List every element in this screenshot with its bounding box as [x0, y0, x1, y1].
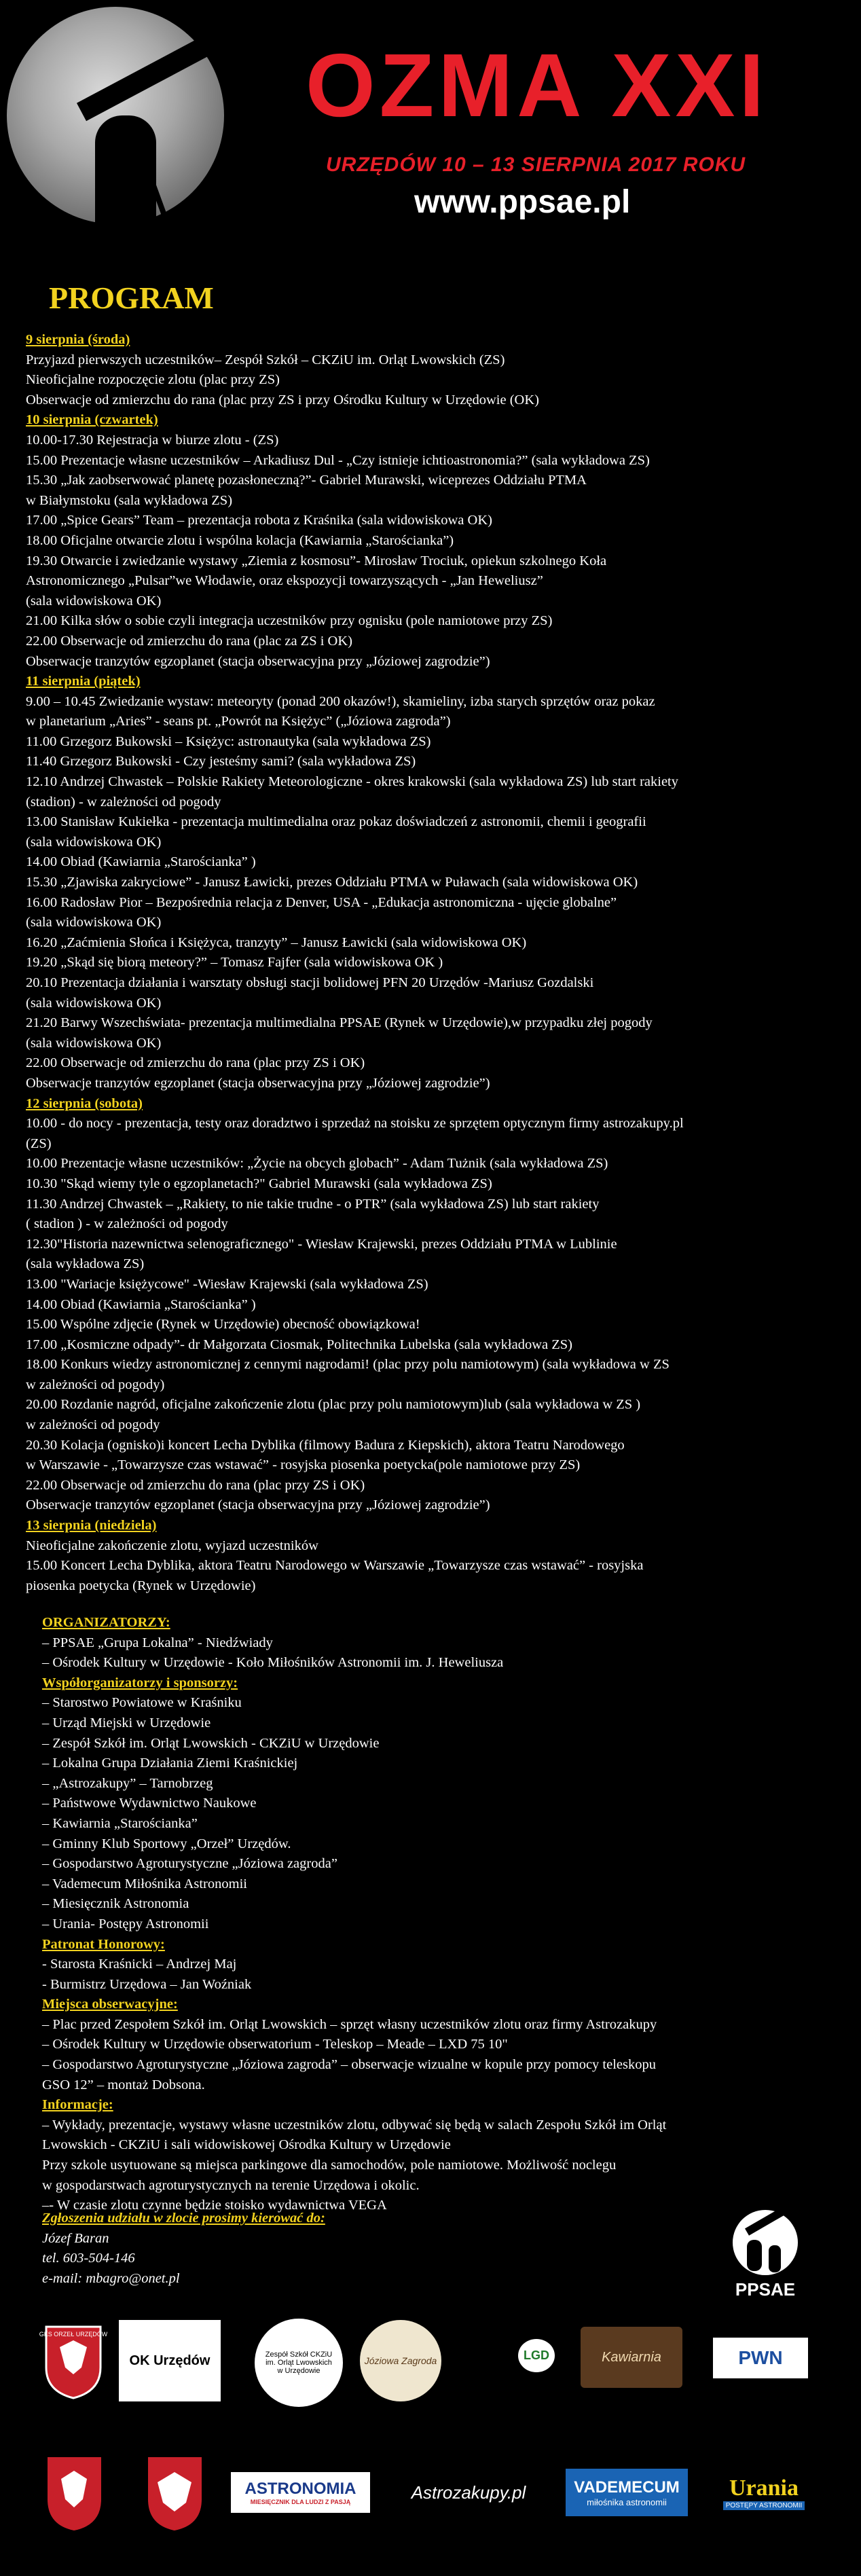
schedule-line: 15.30 „Zjawiska zakryciowe” - Janusz Ławicki, prezes Oddziału PTMA w Puławach (sala widowiskowa OK) [26, 875, 638, 890]
co-organizer-item: – Gospodarstwo Agroturystyczne „Józiowa zagroda” [42, 1856, 337, 1872]
schedule-line: 20.10 Prezentacja działania i warsztaty obsługi stacji bolidowej PFN 20 Urzędów -Mariusz Gozdalski [26, 975, 594, 990]
observation-places-heading: Miejsca obserwacyjne: [42, 1997, 178, 2012]
urania-logo-subtitle: POSTĘPY ASTRONOMII [723, 2501, 805, 2510]
schedule-line: 10.00 - do nocy - prezentacja, testy oraz doradztwo i sprzedaż na stoisku ze sprzętem optycznym firmy astrozakupy.pl [26, 1116, 684, 1131]
joziowa-zagroda-logo-text: Józiowa Zagroda [364, 2355, 437, 2366]
schedule-line: (sala widowiskowa OK) [26, 915, 162, 930]
schedule-line: (stadion) - w zależności od pogody [26, 794, 221, 810]
schedule-line: 14.00 Obiad (Kawiarnia „Starościanka” ) [26, 854, 256, 870]
schedule-line: (ZS) [26, 1136, 52, 1151]
schedule-line: 21.20 Barwy Wszechświata- prezentacja multimedialna PPSAE (Rynek w Urzędowie),w przypadku złej pogody [26, 1015, 653, 1031]
schedule-line: 15.00 Koncert Lecha Dyblika, aktora Teatru Narodowego w Warszawie „Towarzysze czas wstawać” - rosyjska [26, 1558, 644, 1574]
patronage-heading: Patronat Honorowy: [42, 1936, 165, 1952]
co-organizer-item: – Urania- Postępy Astronomii [42, 1916, 209, 1931]
co-organizer-item: – „Astrozakupy” – Tarnobrzeg [42, 1775, 213, 1791]
schedule-line: w Białymstoku (sala wykładowa ZS) [26, 492, 233, 508]
co-organizer-item: – Kawiarnia „Starościanka” [42, 1815, 198, 1831]
schedule-line: 19.20 „Skąd się biorą meteory?” – Tomasz Fajfer (sala widowiskowa OK ) [26, 955, 443, 970]
information-item: –- W czasie zlotu czynne będzie stoisko wydawnictwa VEGA [42, 2198, 387, 2213]
schedule-line: 10.00-17.30 Rejestracja w biurze zlotu - (ZS) [26, 432, 279, 448]
poster-header [0, 0, 861, 244]
schedule-line: w Warszawie - „Towarzysze czas wstawać” - rosyjska piosenka poetycka(pole namiotowe przy ZS) [26, 1457, 581, 1473]
co-organizers-heading: Współorganizatorzy i sponsorzy: [42, 1675, 238, 1690]
day-heading: 11 sierpnia (piątek) [26, 674, 141, 689]
co-organizer-item: – Miesięcznik Astronomia [42, 1896, 189, 1912]
vademecum-logo-text: VADEMECUM [574, 2478, 680, 2497]
information-item: w gospodarstwach agroturystycznych na terenie Urzędowa i okolic. [42, 2177, 420, 2193]
contact-email[interactable]: e-mail: mbagro@onet.pl [42, 2270, 180, 2286]
observation-place-item: – Plac przed Zespołem Szkół im. Orląt Lwowskich – sprzęt własny uczestników zlotu oraz firmy Astrozakupy [42, 2016, 657, 2032]
zs-ckziu-logo [255, 2319, 343, 2407]
schedule-line: Obserwacje tranzytów egzoplanet (stacja obserwacyjna przy „Józiowej zagrodzie”) [26, 653, 490, 669]
schedule-line: 11.40 Grzegorz Bukowski - Czy jesteśmy sami? (sala wykładowa ZS) [26, 754, 416, 769]
ppsae-logo-text: PPSAE [735, 2279, 796, 2300]
organizers-section [42, 1613, 843, 2216]
schedule-line: ( stadion ) - w zależności od pogody [26, 1216, 228, 1232]
pwn-logo [713, 2338, 808, 2378]
ppsae-logo [721, 2207, 809, 2302]
patron-item: - Starosta Kraśnicki – Andrzej Maj [42, 1957, 237, 1972]
day-heading: 13 sierpnia (niedziela) [26, 1518, 157, 1534]
schedule-line: 11.30 Andrzej Chwastek – „Rakiety, to nie takie trudne - o PTR” (sala wykładowa ZS) lub start rakiety [26, 1196, 600, 1212]
schedule-line: (sala widowiskowa OK) [26, 593, 162, 609]
schedule-line: 9.00 – 10.45 Zwiedzanie wystaw: meteoryty (ponad 200 okazów!), skamieliny, izba starych sprzętów oraz pokaz [26, 693, 655, 709]
schedule-line: 16.20 „Zaćmienia Słońca i Księżyca, tranzyty” – Janusz Ławicki (sala widowiskowa OK) [26, 935, 527, 950]
organizer-item: – PPSAE „Grupa Lokalna” - Niedźwiady [42, 1635, 273, 1650]
schedule-line: 22.00 Obserwacje od zmierzchu do rana (plac przy ZS i OK) [26, 1055, 365, 1071]
co-organizer-item: – Gminny Klub Sportowy „Orzeł” Urzędów. [42, 1836, 291, 1851]
schedule-line: 12.10 Andrzej Chwastek – Polskie Rakiety Meteorologiczne - okres krakowski (sala wykładowa ZS) lub start rakiety [26, 774, 678, 790]
information-item: Lwowskich - CKZiU i sali widowiskowej Ośrodka Kultury w Urzędowie [42, 2137, 451, 2153]
astronomia-logo-subtitle: MIESIĘCZNIK DLA LUDZI Z PASJĄ [250, 2499, 351, 2505]
zs-ckziu-logo-text: Zespół Szkół CKZiU im. Orląt Lwowskich w Urzędowie [265, 2351, 333, 2375]
krasnik-coat-of-arms-logo [42, 2452, 107, 2533]
schedule-line: Obserwacje tranzytów egzoplanet (stacja obserwacyjna przy „Józiowej zagrodzie”) [26, 1498, 490, 1513]
event-dates: URZĘDÓW 10 – 13 SIERPNIA 2017 ROKU [326, 153, 746, 176]
schedule-line: 19.30 Otwarcie i zwiedzanie wystawy „Ziemia z kosmosu”- Mirosław Trociuk, opiekun szkolnego Koła [26, 553, 607, 568]
schedule-line: 22.00 Obserwacje od zmierzchu do rana (plac przy ZS i OK) [26, 1477, 365, 1493]
lgd-logo [513, 2321, 560, 2389]
co-organizer-item: – Lokalna Grupa Działania Ziemi Kraśnickiej [42, 1756, 298, 1771]
co-organizer-item: – Urząd Miejski w Urzędowie [42, 1715, 211, 1730]
schedule-line: 13.00 "Wariacje księżycowe" -Wiesław Krajewski (sala wykładowa ZS) [26, 1276, 428, 1292]
schedule-line: 18.00 Konkurs wiedzy astronomicznej z cennymi nagrodami! (plac przy polu namiotowym) (sala wykładowa w ZS [26, 1357, 670, 1373]
vademecum-logo [566, 2469, 688, 2516]
urania-logo-text: Urania [729, 2475, 799, 2501]
schedule-line: 17.00 „Kosmiczne odpady”- dr Małgorzata Ciosmak, Politechnika Lubelska (sala wykładowa ZS) [26, 1337, 572, 1352]
schedule-line: 12.30"Historia nazewnictwa selenograficznego" - Wiesław Krajewski, prezes Oddziału PTMA w Lublinie [26, 1236, 617, 1252]
schedule-line: Nieoficjalne rozpoczęcie zlotu (plac przy ZS) [26, 372, 280, 388]
schedule-line: (sala widowiskowa OK) [26, 834, 162, 850]
schedule-line: (sala wykładowa ZS) [26, 1256, 145, 1272]
co-organizer-item: – Starostwo Powiatowe w Kraśniku [42, 1695, 242, 1711]
schedule-line: 21.00 Kilka słów o sobie czyli integracja uczestników przy ognisku (pole namiotowe przy ZS) [26, 613, 553, 629]
schedule-line: 16.00 Radosław Pior – Bezpośrednia relacja z Denver, USA - „Edukacja astronomiczna - ujęcie globalne” [26, 894, 617, 910]
observation-place-item: GSO 12” – montaż Dobsona. [42, 2077, 205, 2092]
schedule-line: 10.30 "Skąd wiemy tyle o egzoplanetach?" Gabriel Murawski (sala wykładowa ZS) [26, 1176, 492, 1191]
patron-item: - Burmistrz Urzędowa – Jan Woźniak [42, 1976, 252, 1992]
schedule-line: piosenka poetycka (Rynek w Urzędowie) [26, 1578, 256, 1593]
schedule-line: 10.00 Prezentacje własne uczestników: „Życie na obcych globach” - Adam Tużnik (sala wykładowa ZS) [26, 1156, 608, 1172]
vademecum-logo-subtitle: miłośnika astronomii [587, 2497, 667, 2507]
schedule-line: w planetarium „Aries” - seans pt. „Powrót na Księżyc” („Józiowa zagroda”) [26, 714, 451, 729]
kawiarnia-logo [581, 2327, 682, 2388]
schedule-line: 15.00 Wspólne zdjęcie (Rynek w Urzędowie) obecność obowiązkowa! [26, 1317, 420, 1332]
schedule-line: Obserwacje tranzytów egzoplanet (stacja obserwacyjna przy „Józiowej zagrodzie”) [26, 1075, 490, 1091]
program-title: PROGRAM [49, 280, 214, 315]
schedule-line: w zależności od pogody) [26, 1377, 165, 1392]
schedule-line: Nieoficjalne zakończenie zlotu, wyjazd uczestników [26, 1538, 318, 1553]
joziowa-zagroda-logo [360, 2320, 441, 2401]
schedule-line: 14.00 Obiad (Kawiarnia „Starościanka” ) [26, 1296, 256, 1312]
information-item: – Wykłady, prezentacje, wystawy własne uczestników zlotu, odbywać się będą w salach Zespołu Szkół im Orląt [42, 2117, 667, 2133]
organizers-heading: ORGANIZATORZY: [42, 1615, 170, 1630]
ok-urzedow-logo [119, 2320, 221, 2401]
astronomia-logo [231, 2472, 370, 2513]
contact-section [42, 2209, 325, 2289]
urzedow-coat-of-arms-logo [143, 2452, 207, 2533]
schedule-line: 15.30 „Jak zaobserwować planetę pozasłoneczną?”- Gabriel Murawski, wiceprezes Oddziału PTMA [26, 473, 587, 488]
schedule-line: w zależności od pogody [26, 1417, 160, 1433]
schedule-line: Astronomicznego „Pulsar”we Włodawie, oraz ekspozycji towarzyszących - „Jan Heweliusz” [26, 573, 543, 589]
day-heading: 12 sierpnia (sobota) [26, 1095, 143, 1111]
contact-phone: tel. 603-504-146 [42, 2251, 135, 2266]
ok-urzedow-logo-text: OK Urzędów [129, 2353, 210, 2368]
information-item: Przy szkole usytuowane są miejsca parkingowe dla samochodów, pole namiotowe. Możliwość noclegu [42, 2158, 617, 2173]
pwn-logo-text: PWN [738, 2347, 783, 2368]
schedule-line: 13.00 Stanisław Kukiełka - prezentacja multimedialna oraz pokaz doświadczeń z astronomii, chemii i geografii [26, 814, 646, 830]
program-schedule [26, 330, 841, 1596]
contact-heading: Zgłoszenia udziału w zlocie prosimy kierować do: [42, 2211, 325, 2226]
day-heading: 9 sierpnia (środa) [26, 332, 130, 347]
schedule-line: 20.30 Kolacja (ognisko)i koncert Lecha Dyblika (filmowy Badura z Kiepskich), aktora Teatru Narodowego [26, 1437, 625, 1453]
contact-name: Józef Baran [42, 2230, 109, 2246]
schedule-line: 22.00 Obserwacje od zmierzchu do rana (plac za ZS i OK) [26, 633, 352, 649]
observation-place-item: – Gospodarstwo Agroturystyczne „Józiowa zagroda” – obserwacje wizualne w kopule przy pomocy teleskopu [42, 2057, 657, 2073]
urania-logo [710, 2469, 818, 2516]
observation-place-item: – Ośrodek Kultury w Urzędowie obserwatorium - Teleskop – Meade – LXD 75 10" [42, 2037, 508, 2052]
partner-logos-row-1 [0, 2315, 861, 2410]
schedule-line: 20.00 Rozdanie nagród, oficjalne zakończenie zlotu (plac przy polu namiotowym)lub (sala wykładowa w ZS ) [26, 1397, 641, 1413]
schedule-line: Obserwacje od zmierzchu do rana (plac przy ZS i przy Ośrodku Kultury w Urzędowie (OK) [26, 392, 539, 407]
day-heading: 10 sierpnia (czwartek) [26, 412, 158, 428]
schedule-line: 15.00 Prezentacje własne uczestników – Arkadiusz Dul - „Czy istnieje ichtioastronomia?” (sala wykładowa ZS) [26, 452, 650, 468]
gks-orzel-logo [39, 2320, 107, 2401]
astrozakupy-logo-text: Astrozakupy.pl [411, 2482, 526, 2503]
astronomia-logo-text: ASTRONOMIA [244, 2480, 356, 2498]
schedule-line: 17.00 „Spice Gears” Team – prezentacja robota z Kraśnika (sala widowiskowa OK) [26, 513, 492, 528]
schedule-line: (sala widowiskowa OK) [26, 1035, 162, 1051]
schedule-line: Przyjazd pierwszych uczestników– Zespół Szkół – CKZiU im. Orląt Lwowskich (ZS) [26, 352, 505, 367]
co-organizer-item: – Państwowe Wydawnictwo Naukowe [42, 1796, 257, 1811]
event-title: OZMA XXI [306, 35, 769, 135]
lgd-logo-text: LGD [518, 2339, 555, 2372]
website-link[interactable]: www.ppsae.pl [414, 184, 631, 220]
astrozakupy-logo [394, 2475, 543, 2509]
co-organizer-item: – Zespół Szkół im. Orląt Lwowskich - CKZiU w Urzędowie [42, 1735, 380, 1751]
schedule-line: (sala widowiskowa OK) [26, 995, 162, 1011]
schedule-line: 18.00 Oficjalne otwarcie zlotu i wspólna kolacja (Kawiarnia „Starościanka”) [26, 532, 454, 548]
gks-orzel-logo-text: GKS ORZEŁ URZĘDÓW [39, 2331, 107, 2338]
schedule-line: 11.00 Grzegorz Bukowski – Księżyc: astronautyka (sala wykładowa ZS) [26, 733, 431, 749]
kawiarnia-logo-text: Kawiarnia [602, 2349, 661, 2365]
partner-logos-row-2 [0, 2445, 861, 2540]
information-heading: Informacje: [42, 2097, 113, 2113]
co-organizer-item: – Vademecum Miłośnika Astronomii [42, 1876, 247, 1891]
organizer-item: – Ośrodek Kultury w Urzędowie - Koło Miłośników Astronomii im. J. Heweliusza [42, 1655, 504, 1671]
